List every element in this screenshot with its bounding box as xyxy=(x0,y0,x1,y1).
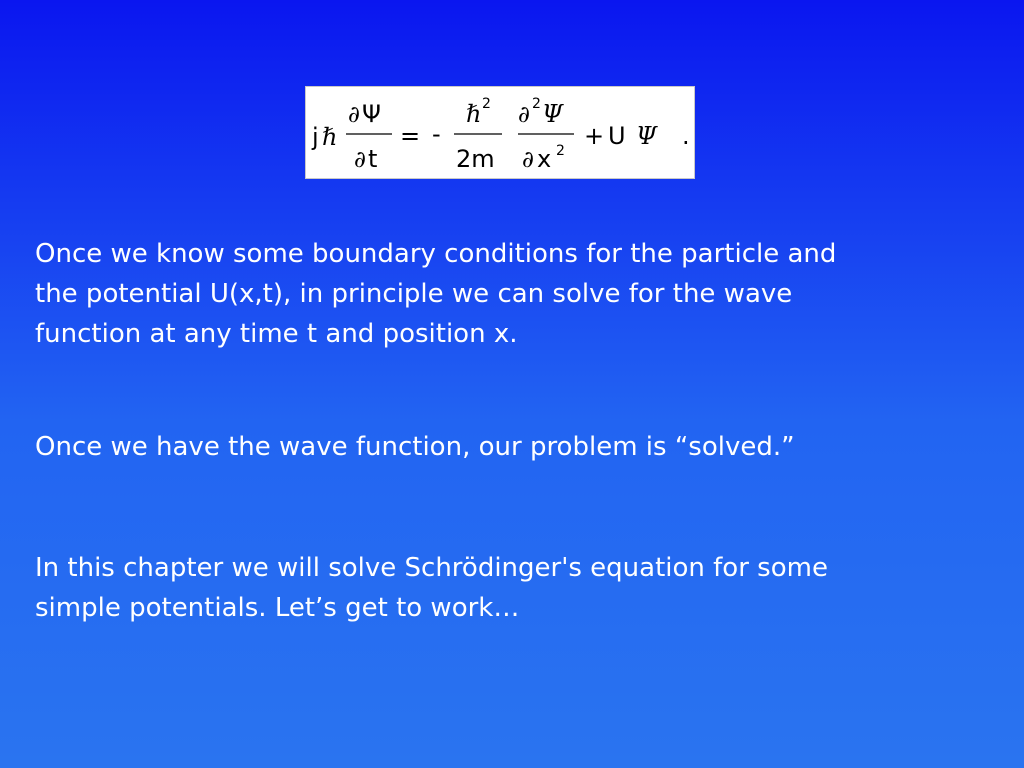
paragraph-line: In this chapter we will solve Schrödinger's equation for some xyxy=(35,553,828,583)
eq-partial-3: ∂ xyxy=(518,102,530,128)
equation-graphic xyxy=(306,87,696,180)
eq-hbar-2: ℏ xyxy=(466,100,482,128)
eq-partial-1: ∂ xyxy=(348,102,360,128)
paragraph-chapter-intro xyxy=(35,548,995,628)
eq-psi-2: Ψ xyxy=(542,100,564,128)
eq-hbar: ℏ xyxy=(322,123,338,151)
paragraph-line: function at any time t and position x. xyxy=(35,319,518,349)
eq-2m: 2m xyxy=(456,145,495,173)
eq-U: U xyxy=(608,122,626,150)
eq-period: . xyxy=(682,122,690,150)
eq-exp-1: 2 xyxy=(482,96,491,112)
paragraph-boundary-conditions xyxy=(35,234,995,354)
eq-psi-1: Ψ xyxy=(362,100,381,128)
eq-plus: + xyxy=(584,122,605,150)
eq-x: x xyxy=(537,145,552,173)
paragraph-line: Once we know some boundary conditions for the particle and xyxy=(35,239,837,269)
eq-j: j xyxy=(312,123,319,151)
eq-minus: - xyxy=(432,120,441,148)
eq-partial-2: ∂ xyxy=(354,147,366,173)
eq-partial-4: ∂ xyxy=(522,147,534,173)
eq-exp-3: 2 xyxy=(556,143,565,159)
paragraph-line: the potential U(x,t), in principle we can solve for the wave xyxy=(35,279,793,309)
eq-psi-3: Ψ xyxy=(636,122,658,150)
eq-t: t xyxy=(368,145,378,173)
schrodinger-equation xyxy=(305,86,695,179)
eq-equals: = xyxy=(400,122,421,150)
paragraph-line: Once we have the wave function, our problem is “solved.” xyxy=(35,432,795,462)
eq-exp-2: 2 xyxy=(532,96,541,112)
paragraph-line: simple potentials. Let’s get to work… xyxy=(35,593,520,623)
paragraph-solved xyxy=(35,427,995,467)
